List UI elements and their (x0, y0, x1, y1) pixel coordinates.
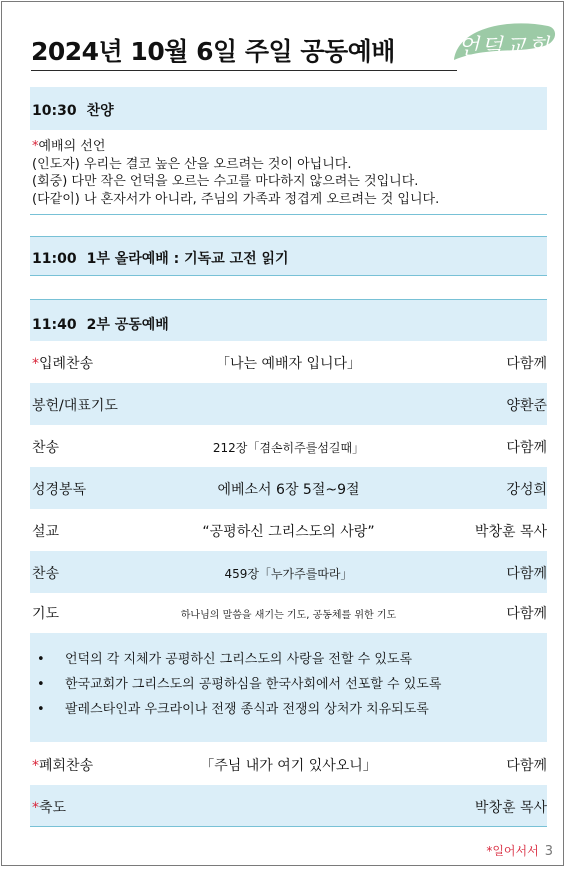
order-item: 212장「겸손히주를섬길때」 (212, 441, 365, 455)
closing-leader: 박창훈 목사 (474, 800, 547, 816)
order-row (30, 551, 547, 593)
page-number: 3 (544, 844, 553, 859)
order-name: 성경봉독 (32, 482, 87, 498)
section-label: 찬양 (86, 103, 114, 119)
order-row (30, 509, 547, 551)
closing-item: 「주님 내가 여기 있사오니」 (200, 758, 377, 774)
order-row (30, 341, 547, 383)
closing-row (30, 785, 547, 827)
closing-leader: 다함께 (506, 758, 547, 774)
section-time: 11:40 (32, 317, 77, 333)
closing-name: *축도 (32, 800, 67, 816)
declaration-line: (다같이) 나 혼자서가 아니라, 주님의 가족과 정겹게 오르려는 것 입니다. (32, 191, 440, 207)
standing-mark: * (32, 356, 39, 372)
section-label: 2부 공동예배 (86, 317, 169, 333)
standing-mark: * (32, 139, 39, 154)
standing-mark: * (32, 758, 39, 774)
order-row (30, 383, 547, 425)
order-leader: 박창훈 목사 (474, 524, 547, 540)
closing-name: *폐회찬송 (32, 758, 94, 774)
closing-row (30, 743, 547, 785)
order-name: 기도 (32, 606, 60, 622)
prayer-list (30, 633, 547, 742)
section-part1 (32, 248, 289, 268)
declaration-title: 예배의 선언 (38, 139, 106, 154)
order-row (30, 591, 547, 633)
page-title: 2024년 10월 6일 주일 공동예배 (31, 37, 395, 66)
section-label: 1부 올라예배 : 기독교 고전 읽기 (86, 251, 289, 267)
order-row (30, 467, 547, 509)
order-leader: 다함께 (506, 606, 547, 622)
order-name: 찬송 (32, 566, 60, 582)
section-time: 10:30 (32, 103, 77, 119)
order-leader: 다함께 (506, 566, 547, 582)
logo-text: 언덕교회 (458, 35, 552, 60)
divider (30, 214, 547, 215)
order-name: 봉헌/대표기도 (32, 398, 118, 414)
divider (30, 275, 547, 276)
prayer-item: • 팔레스타인과 우크라이나 전쟁 종식과 전쟁의 상처가 치유되도록 (30, 697, 441, 722)
title-underline (31, 70, 457, 71)
order-item: 하나님의 말씀을 새기는 기도, 공동체를 위한 기도 (180, 610, 397, 621)
standing-mark: * (32, 800, 39, 816)
order-row (30, 425, 547, 467)
order-leader: 다함께 (506, 440, 547, 456)
order-item: 459장「누가주를따라」 (224, 567, 353, 581)
order-name: 설교 (32, 524, 60, 540)
divider (30, 826, 547, 827)
section-part2 (32, 314, 169, 334)
worship-declaration (32, 138, 439, 208)
section-time: 11:00 (32, 251, 77, 267)
prayer-item: • 언덕의 각 지체가 공평하신 그리스도의 사랑을 전할 수 있도록 (30, 647, 441, 672)
standing-note: *일어서서 (486, 844, 539, 858)
section-praise (32, 100, 114, 120)
order-item: 에베소서 6장 5절~9절 (217, 482, 360, 498)
order-leader: 양환준 (506, 398, 547, 414)
order-leader: 강성희 (506, 482, 547, 498)
prayer-item: • 한국교회가 그리스도의 공평하심을 한국사회에서 선포할 수 있도록 (30, 672, 441, 697)
declaration-line: (인도자) 우리는 결코 높은 산을 오르려는 것이 아닙니다. (32, 156, 352, 172)
order-name: *입례찬송 (32, 356, 94, 372)
order-leader: 다함께 (506, 356, 547, 372)
order-item: “공평하신 그리스도의 사랑” (202, 524, 375, 540)
declaration-line: (회중) 다만 작은 언덕을 오르는 수고를 마다하지 않으려는 것입니다. (32, 174, 419, 189)
order-name: 찬송 (32, 440, 60, 456)
order-item: 「나는 예배자 입니다」 (215, 356, 362, 372)
page-footer (486, 842, 553, 859)
